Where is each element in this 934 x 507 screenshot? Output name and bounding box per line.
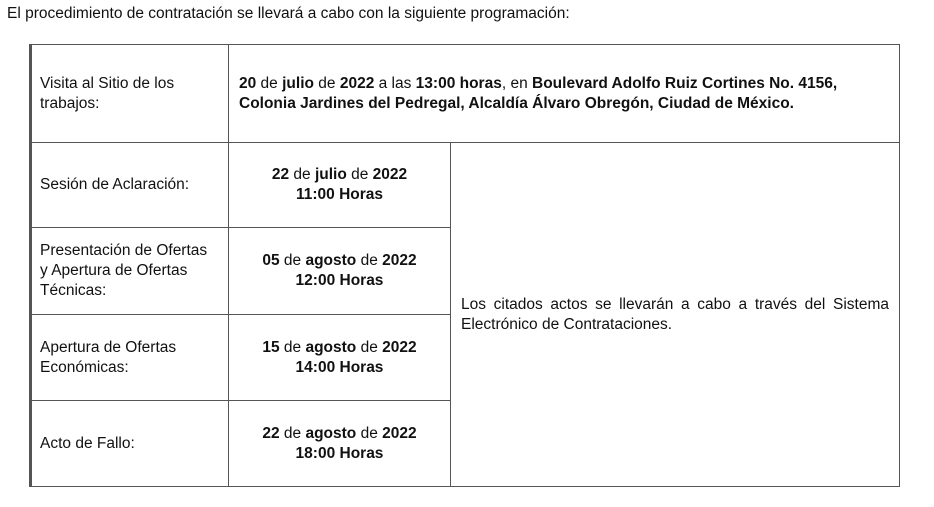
visit-time: 13:00 horas [415, 74, 502, 92]
event-label: Sesión de Aclaración: [40, 176, 190, 193]
visit-connector-4: , en [501, 74, 533, 92]
event-label-cell [30, 401, 229, 487]
event-date [239, 338, 440, 358]
visit-place: Boulevard Adolfo Ruiz Cortines No. 4156, Colonia Jardines del Pedregal, Alcaldía Álvaro Obregón, Ciudad de México. [239, 74, 838, 112]
intro-text: El procedimiento de contratación se llevará a cabo con la siguiente programación: [7, 5, 570, 22]
event-year: 2022 [382, 338, 417, 356]
event-month: agosto [305, 338, 357, 356]
visit-label: Visita al Sitio de los trabajos: [40, 74, 175, 112]
event-year: 2022 [372, 166, 408, 183]
table-row-visit [30, 45, 900, 143]
event-date-cell [229, 228, 451, 315]
event-day: 15 [262, 338, 280, 356]
event-label: Apertura de Ofertas Económicas: [40, 338, 177, 376]
event-time: 12:00 Horas [295, 272, 384, 289]
event-date-cell [229, 143, 451, 228]
event-connector: de [356, 424, 383, 442]
event-month: agosto [305, 424, 357, 442]
event-day: 22 [262, 424, 280, 442]
event-connector: de [289, 166, 315, 183]
table-row [30, 143, 900, 228]
visit-month: julio [282, 74, 314, 92]
visit-connector-1: de [256, 74, 283, 92]
event-date [239, 165, 440, 185]
note-text: Los citados actos se llevarán a cabo a través del Sistema Electrónico de Contrataciones. [461, 295, 889, 333]
event-label-cell [30, 315, 229, 401]
event-connector: de [356, 252, 383, 269]
event-year: 2022 [382, 252, 417, 269]
event-month: agosto [305, 252, 357, 269]
event-connector: de [356, 338, 383, 356]
visit-connector-2: de [313, 74, 340, 92]
visit-details-cell [229, 45, 900, 143]
note-cell [451, 143, 900, 487]
event-date [239, 424, 440, 444]
event-time: 18:00 Horas [295, 444, 384, 462]
event-day: 05 [262, 252, 280, 269]
event-year: 2022 [382, 424, 417, 442]
event-label: Acto de Fallo: [40, 434, 135, 452]
event-date-cell [229, 315, 451, 401]
event-date-cell [229, 401, 451, 487]
event-label-cell [30, 228, 229, 315]
visit-label-cell [30, 45, 229, 143]
event-label: Presentación de Ofertas y Apertura de Ofertas Técnicas: [40, 242, 208, 299]
event-month: julio [314, 166, 347, 183]
event-time: 14:00 Horas [295, 358, 384, 376]
visit-connector-3: a las [374, 74, 416, 92]
visit-year: 2022 [339, 74, 375, 92]
event-connector: de [279, 252, 306, 269]
event-connector: de [346, 166, 373, 183]
event-day: 22 [271, 166, 290, 183]
event-connector: de [279, 338, 306, 356]
visit-day: 20 [239, 74, 257, 92]
event-time: 11:00 Horas [295, 186, 384, 203]
event-date [239, 251, 440, 271]
event-connector: de [279, 424, 306, 442]
event-label-cell [30, 143, 229, 228]
schedule-table [29, 44, 900, 487]
